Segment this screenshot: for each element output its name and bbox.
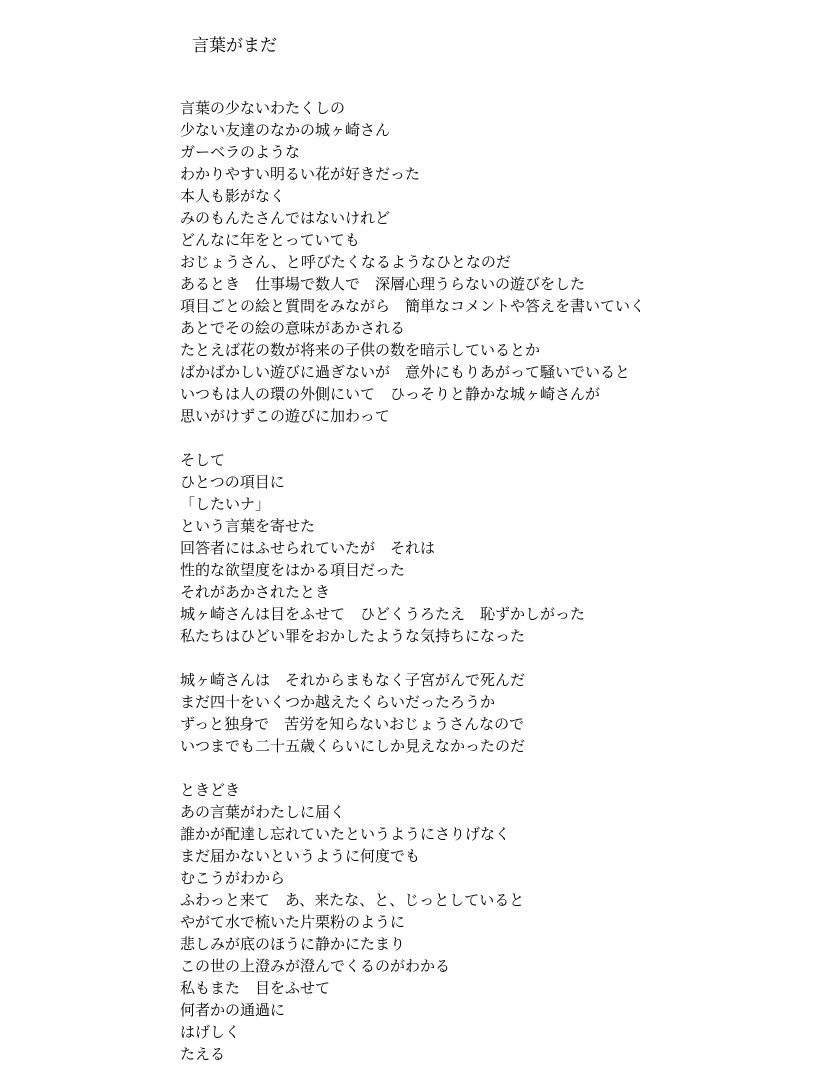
poem-line: あるとき 仕事場で数人で 深層心理うらないの遊びをした bbox=[180, 275, 586, 293]
poem-line: どんなに年をとっていても bbox=[180, 231, 360, 249]
poem-line: 言葉の少ないわたくしの bbox=[180, 99, 346, 117]
poem-line: 性的な欲望度をはかる項目だった bbox=[180, 561, 406, 579]
poem-line: わかりやすい明るい花が好きだった bbox=[180, 165, 421, 183]
poem-line: むこうがわから bbox=[180, 869, 286, 887]
poem-line: 誰かが配達し忘れていたというようにさりげなく bbox=[180, 825, 511, 843]
poem-line: まだ四十をいくつか越えたくらいだったろうか bbox=[180, 693, 496, 711]
poem-line: ずっと独身で 苦労を知らないおじょうさんなので bbox=[180, 715, 525, 733]
poem-line: 私もまた 目をふせて bbox=[180, 979, 331, 997]
poem-line: たとえば花の数が将来の子供の数を暗示しているとか bbox=[180, 341, 541, 359]
stanza-4 bbox=[180, 779, 810, 1065]
poem-line: あの言葉がわたしに届く bbox=[180, 803, 346, 821]
poem-line: 回答者にはふせられていたが それは bbox=[180, 539, 436, 557]
poem-line: この世の上澄みが澄んでくるのがわかる bbox=[180, 957, 451, 975]
poem-line: 城ヶ崎さんは それからまもなく子宮がんで死んだ bbox=[180, 671, 526, 689]
poem-line: そして bbox=[180, 451, 226, 469]
poem-line: 少ない友達のなかの城ヶ崎さん bbox=[180, 121, 391, 139]
stanza-1 bbox=[180, 97, 810, 427]
poem-line: 城ヶ崎さんは目をふせて ひどくうろたえ 恥ずかしがった bbox=[180, 605, 586, 623]
poem-line: みのもんたさんではないけれど bbox=[180, 209, 391, 227]
poem-line: たえる bbox=[180, 1045, 226, 1063]
poem-line: ふわっと来て あ、来たな、と、じっとしていると bbox=[180, 891, 525, 909]
stanza-3 bbox=[180, 669, 810, 757]
poem-line: いつもは人の環の外側にいて ひっそりと静かな城ヶ崎さんが bbox=[180, 385, 601, 403]
stanza-2 bbox=[180, 449, 810, 647]
poem-line: ときどき bbox=[180, 781, 241, 799]
poem-line: 本人も影がなく bbox=[180, 187, 286, 205]
poem-line: まだ届かないというように何度でも bbox=[180, 847, 421, 865]
poem-line: はげしく bbox=[180, 1023, 241, 1041]
poem-line: ガーベラのような bbox=[180, 143, 301, 161]
poem-line: 「したいナ」 bbox=[180, 495, 271, 513]
poem-line: 悲しみが底のほうに静かにたまり bbox=[180, 935, 406, 953]
poem-line: 何者かの通過に bbox=[180, 1001, 286, 1019]
poem-line: 項目ごとの絵と質問をみながら 簡単なコメントや答えを書いていく bbox=[180, 297, 646, 315]
poem-line: という言葉を寄せた bbox=[180, 517, 316, 535]
poem-line: それがあかされたとき bbox=[180, 583, 331, 601]
poem-line: ばかばかしい遊びに過ぎないが 意外にもりあがって騒いでいると bbox=[180, 363, 631, 381]
poem-line: 思いがけずこの遊びに加わって bbox=[180, 407, 390, 425]
poem-line: ひとつの項目に bbox=[180, 473, 285, 491]
poem-line: おじょうさん、と呼びたくなるようなひとなのだ bbox=[180, 253, 511, 271]
poem-body bbox=[180, 97, 810, 1065]
poem-line: あとでその絵の意味があかされる bbox=[180, 319, 406, 337]
poem-title: 言葉がまだ bbox=[192, 36, 277, 56]
poem-line: やがて水で梳いた片栗粉のように bbox=[180, 913, 406, 931]
poem-line: いつまでも二十五歳くらいにしか見えなかったのだ bbox=[180, 737, 526, 755]
poem-line: 私たちはひどい罪をおかしたような気持ちになった bbox=[180, 627, 526, 645]
